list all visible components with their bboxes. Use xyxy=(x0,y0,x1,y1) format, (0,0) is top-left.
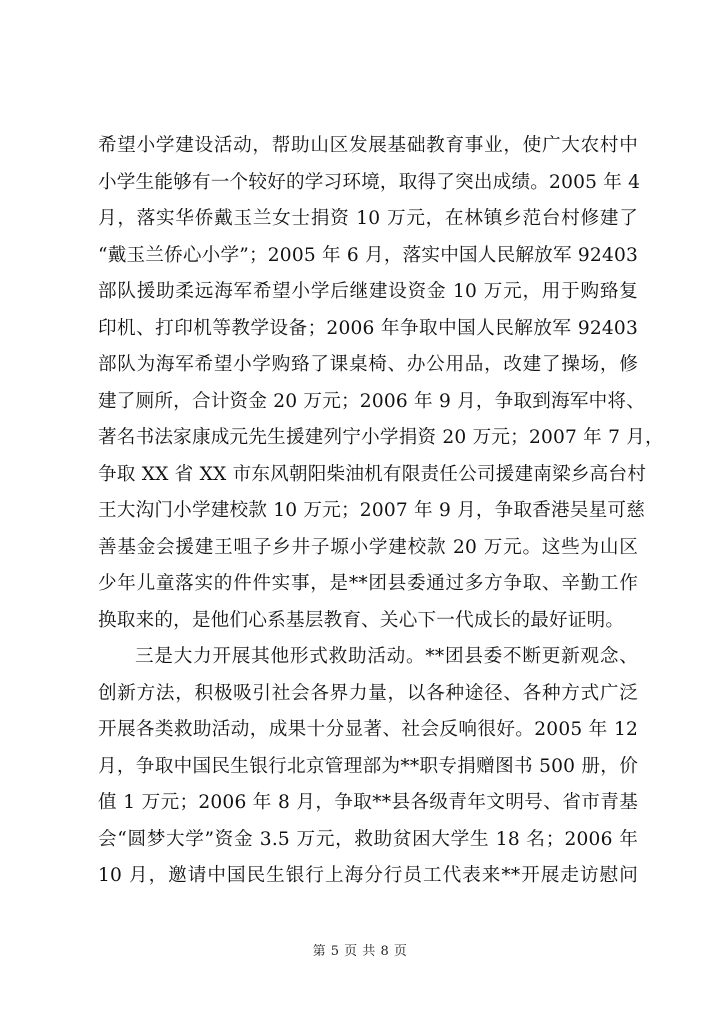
body-text xyxy=(98,128,664,895)
text-line: 争取 XX 省 XX 市东风朝阳柴油机有限责任公司援建南梁乡高台村 xyxy=(98,463,647,485)
text-line: “戴玉兰侨心小学”；2005 年 6 月，落实中国人民解放军 92403 xyxy=(98,244,639,266)
text-line: 月，落实华侨戴玉兰女士捐资 10 万元，在林镇乡范台村修建了 xyxy=(98,208,638,229)
text-line: 建了厕所，合计资金 20 万元；2006 年 9 月，争取到海军中将、 xyxy=(98,390,646,412)
text-line: 三是大力开展其他形式救助活动。**团县委不断更新观念、 xyxy=(135,646,638,667)
page-number-footer: 第 5 页 共 8 页 xyxy=(312,944,408,959)
text-line: 善基金会援建王咀子乡井子塬小学建校款 20 万元。这些为山区 xyxy=(98,536,638,558)
text-line: 希望小学建设活动，帮助山区发展基础教育事业，使广大农村中 xyxy=(98,135,638,156)
paragraph-other-relief xyxy=(98,639,638,895)
text-line: 王大沟门小学建校款 10 万元；2007 年 9 月，争取香港吴星可慈 xyxy=(98,500,646,521)
text-line: 印机、打印机等教学设备；2006 年争取中国人民解放军 92403 xyxy=(98,317,638,339)
text-line: 著名书法家康成元先生援建列宁小学捐资 20 万元；2007 年 7 月， xyxy=(98,427,664,448)
text-line: 创新方法，积极吸引社会各界力量，以各种途径、各种方式广泛 xyxy=(98,682,638,704)
text-line: 会“圆梦大学”资金 3.5 万元，救助贫困大学生 18 名；2006 年 xyxy=(98,828,638,850)
text-line: 月，争取中国民生银行北京管理部为**职专捐赠图书 500 册，价 xyxy=(98,755,638,777)
text-line: 值 1 万元；2006 年 8 月，争取**县各级青年文明号、省市青基 xyxy=(98,792,638,813)
text-line: 小学生能够有一个较好的学习环境，取得了突出成绩。2005 年 4 xyxy=(98,171,641,193)
text-line: 换取来的，是他们心系基层教育、关心下一代成长的最好证明。 xyxy=(98,609,625,631)
text-line: 10 月，邀请中国民生银行上海分行员工代表来**开展走访慰问 xyxy=(98,865,638,886)
paragraph-hope-schools xyxy=(98,128,664,639)
text-line: 少年儿童落实的件件实事，是**团县委通过多方争取、辛勤工作 xyxy=(98,573,638,594)
text-line: 部队援助柔远海军希望小学后继建设资金 10 万元，用于购臵复 xyxy=(98,281,638,302)
text-line: 开展各类救助活动，成果十分显著、社会反响很好。2005 年 12 xyxy=(98,719,638,740)
text-line: 部队为海军希望小学购臵了课桌椅、办公用品，改建了操场，修 xyxy=(98,354,638,375)
